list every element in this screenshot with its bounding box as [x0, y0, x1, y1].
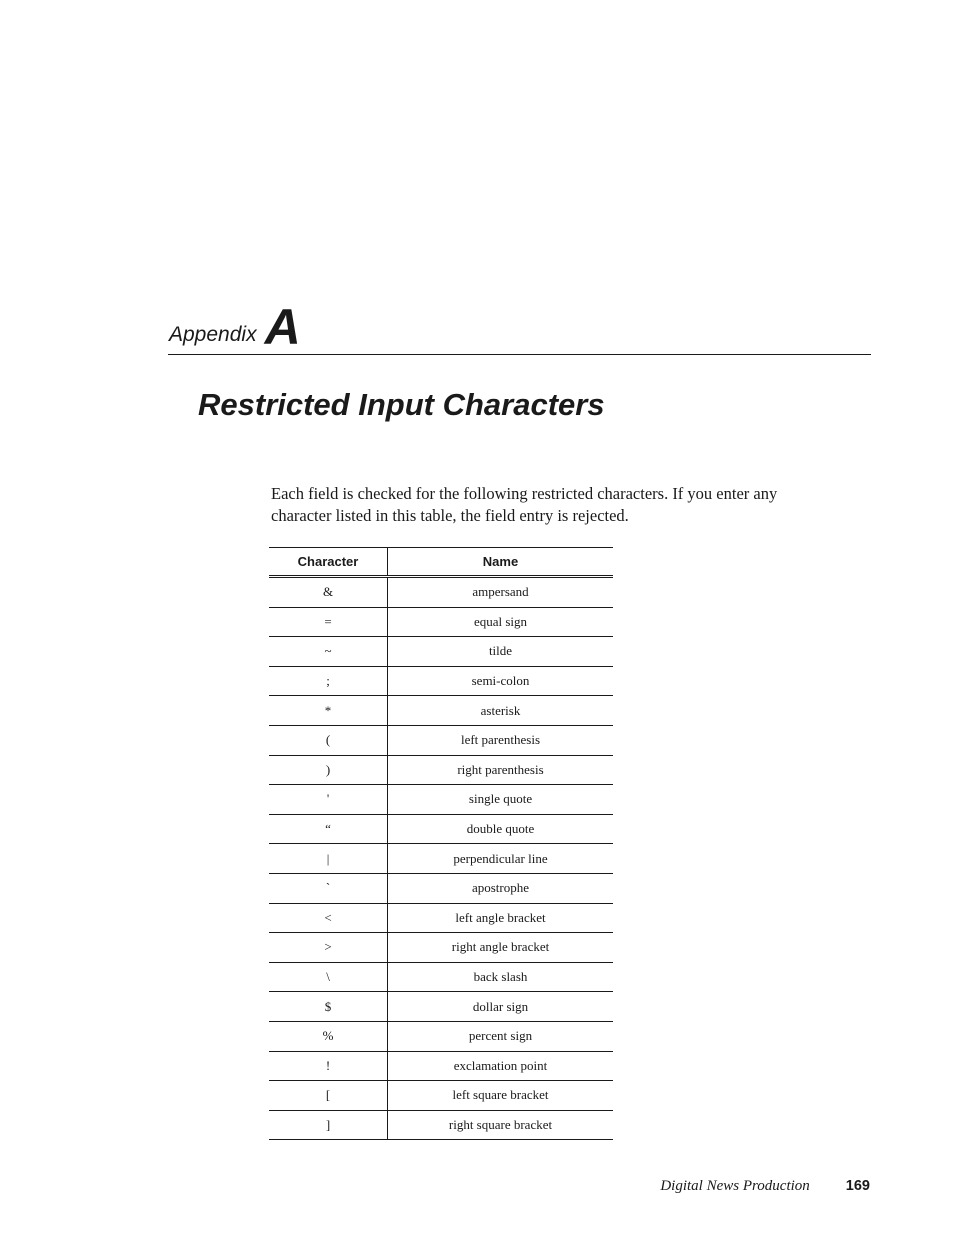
character-cell: \ [269, 962, 388, 992]
table-row [269, 607, 613, 637]
character-cell: ` [269, 873, 388, 903]
name-cell: equal sign [388, 607, 614, 637]
table-row [269, 844, 613, 874]
table-row [269, 785, 613, 815]
table-row [269, 725, 613, 755]
character-cell: % [269, 1021, 388, 1051]
table-row [269, 755, 613, 785]
character-cell: ! [269, 1051, 388, 1081]
character-cell: “ [269, 814, 388, 844]
restricted-characters-table [269, 547, 613, 1140]
table-row [269, 873, 613, 903]
table-row [269, 1021, 613, 1051]
name-cell: left angle bracket [388, 903, 614, 933]
name-cell: perpendicular line [388, 844, 614, 874]
character-cell: > [269, 933, 388, 963]
name-cell: left square bracket [388, 1081, 614, 1111]
table-row [269, 1081, 613, 1111]
name-cell: left parenthesis [388, 725, 614, 755]
name-cell: right parenthesis [388, 755, 614, 785]
heading-divider [168, 354, 871, 355]
appendix-letter: A [264, 299, 301, 355]
name-cell: right square bracket [388, 1110, 614, 1140]
name-cell: tilde [388, 637, 614, 667]
appendix-heading [169, 299, 301, 355]
name-cell: percent sign [388, 1021, 614, 1051]
name-cell: single quote [388, 785, 614, 815]
name-cell: asterisk [388, 696, 614, 726]
table-row [269, 666, 613, 696]
table-row [269, 1110, 613, 1140]
character-cell: | [269, 844, 388, 874]
table-row [269, 903, 613, 933]
name-cell: exclamation point [388, 1051, 614, 1081]
character-cell: $ [269, 992, 388, 1022]
name-cell: ampersand [388, 577, 614, 608]
character-cell: & [269, 577, 388, 608]
table-row [269, 696, 613, 726]
page-number: 169 [845, 1178, 870, 1194]
character-cell: < [269, 903, 388, 933]
character-cell: [ [269, 1081, 388, 1111]
name-cell: right angle bracket [388, 933, 614, 963]
table-row [269, 962, 613, 992]
table-row [269, 637, 613, 667]
chapter-title: Restricted Input Characters [198, 387, 605, 422]
name-cell: semi-colon [388, 666, 614, 696]
table-body [269, 577, 613, 1140]
character-cell: ; [269, 666, 388, 696]
character-cell: ( [269, 725, 388, 755]
name-cell: double quote [388, 814, 614, 844]
character-cell: ) [269, 755, 388, 785]
character-cell: * [269, 696, 388, 726]
name-cell: apostrophe [388, 873, 614, 903]
table-row [269, 577, 613, 608]
appendix-label: Appendix [169, 323, 257, 346]
table-header-row [269, 548, 613, 577]
footer-book-title: Digital News Production [660, 1178, 810, 1194]
table-row [269, 992, 613, 1022]
table-row [269, 1051, 613, 1081]
character-cell: = [269, 607, 388, 637]
character-cell: ' [269, 785, 388, 815]
table-row [269, 933, 613, 963]
page-footer [0, 1178, 870, 1195]
character-cell: ~ [269, 637, 388, 667]
name-cell: back slash [388, 962, 614, 992]
column-header-character: Character [269, 548, 388, 577]
character-cell: ] [269, 1110, 388, 1140]
name-cell: dollar sign [388, 992, 614, 1022]
intro-paragraph: Each field is checked for the following restricted characters. If you enter any character listed in this table, the field entry is rejected. [271, 484, 778, 525]
column-header-name: Name [388, 548, 614, 577]
table-row [269, 814, 613, 844]
